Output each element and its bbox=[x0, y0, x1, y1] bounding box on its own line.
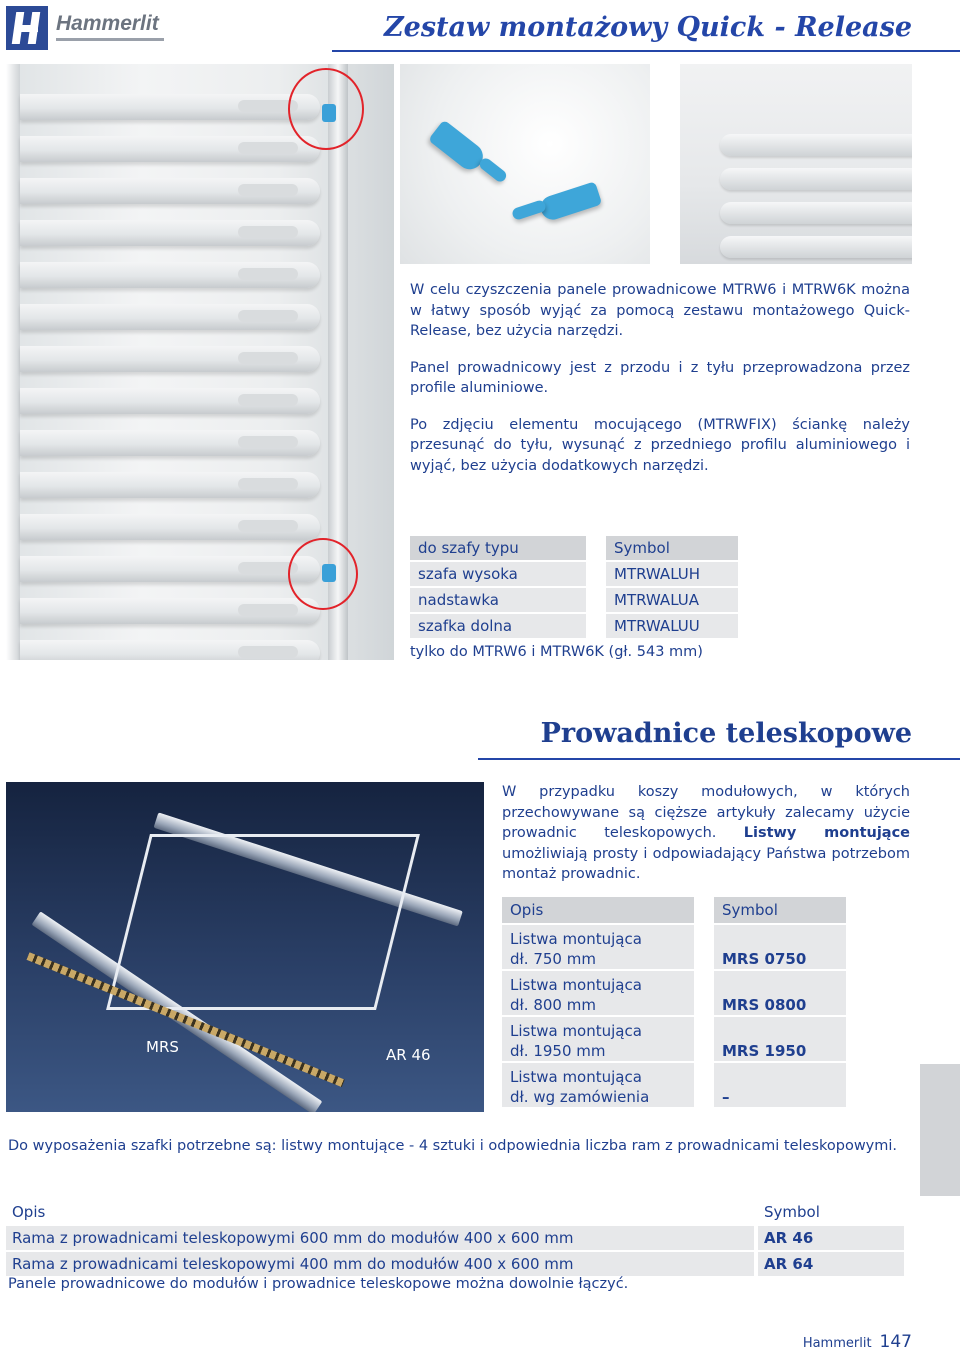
basket-frame bbox=[106, 834, 420, 1010]
table-header-row bbox=[502, 897, 846, 923]
title-divider bbox=[332, 50, 960, 52]
page-number: 147 bbox=[879, 1332, 912, 1352]
table-row bbox=[410, 562, 738, 586]
table-cell: – bbox=[694, 1063, 846, 1107]
frames-table bbox=[6, 1198, 904, 1278]
quick-release-note: tylko do MTRW6 i MTRW6K (gł. 543 mm) bbox=[410, 644, 703, 660]
quick-release-table bbox=[410, 534, 738, 640]
table-row bbox=[502, 1063, 846, 1107]
table-cell: MTRWALUU bbox=[586, 614, 738, 638]
table-header-row bbox=[410, 536, 738, 560]
table-cell: Listwa montująca dł. wg zamówienia bbox=[502, 1063, 694, 1107]
equipment-note: Do wyposażenia szafki potrzebne są: listwy montujące - 4 sztuki i odpowiednia liczba ram z prowadnicami teleskopowymi. bbox=[8, 1138, 898, 1154]
key-icon bbox=[538, 181, 602, 222]
intro-paragraph: Panel prowadnicowy jest z przodu i z tyłu przeprowadzona przez profile aluminiowe. bbox=[410, 359, 910, 396]
table-header-row bbox=[6, 1200, 904, 1224]
table-row bbox=[6, 1252, 904, 1276]
table-cell: MRS 1950 bbox=[694, 1017, 846, 1061]
table-row bbox=[502, 925, 846, 969]
table-header-cell: Symbol bbox=[694, 897, 846, 923]
table-cell: Listwa montująca dł. 1950 mm bbox=[502, 1017, 694, 1061]
table-header-cell: do szafy typu bbox=[410, 536, 586, 560]
telescopic-slides-photo bbox=[6, 782, 484, 1112]
intro-paragraph: Po zdjęciu elementu mocującego (MTRWFIX) ściankę należy przesunąć do tyłu, wysunąć z przedniego profilu aluminiowego i wyjąć, bez użycia dodatkowych narzędzi. bbox=[410, 416, 910, 474]
page-footer bbox=[803, 1332, 912, 1352]
frames-note: Panele prowadnicowe do modułów i prowadnice teleskopowe można dowolnie łączyć. bbox=[8, 1276, 629, 1292]
section-heading: Prowadnice teleskopowe bbox=[540, 718, 912, 749]
table-row bbox=[502, 971, 846, 1015]
side-tab bbox=[920, 1064, 960, 1196]
table-row bbox=[410, 614, 738, 638]
table-cell: Listwa montująca dł. 800 mm bbox=[502, 971, 694, 1015]
table-header-cell: Opis bbox=[502, 897, 694, 923]
intro-paragraph: W celu czyszczenia panele prowadnicowe MTRW6 i MTRW6K można w łatwy sposób wyjąć za pomocą zestawu montażowego Quick-Release, bez użycia narzędzi. bbox=[410, 282, 910, 339]
table-cell: nadstawka bbox=[410, 588, 586, 612]
table-header-cell: Opis bbox=[6, 1200, 754, 1224]
table-row bbox=[410, 588, 738, 612]
callout-circle bbox=[288, 538, 358, 610]
table-row bbox=[6, 1226, 904, 1250]
callout-circle bbox=[288, 68, 364, 150]
rail-panel-photo bbox=[6, 64, 394, 660]
photo-label: MRS bbox=[146, 1038, 179, 1056]
table-header-cell: Symbol bbox=[586, 536, 738, 560]
table-cell: Listwa montująca dł. 750 mm bbox=[502, 925, 694, 969]
table-cell: szafka dolna bbox=[410, 614, 586, 638]
release-keys-photo bbox=[400, 64, 650, 264]
table-cell: MTRWALUA bbox=[586, 588, 738, 612]
logo-mark-icon bbox=[6, 6, 48, 50]
table-cell: MRS 0800 bbox=[694, 971, 846, 1015]
table-cell: Rama z prowadnicami teleskopowymi 400 mm do modułów 400 x 600 mm bbox=[6, 1252, 754, 1276]
table-cell: szafa wysoka bbox=[410, 562, 586, 586]
table-cell: MTRWALUH bbox=[586, 562, 738, 586]
hammerlit-logo bbox=[6, 6, 166, 50]
mounting-strip-table bbox=[502, 895, 846, 1109]
photo-label: AR 46 bbox=[386, 1046, 431, 1064]
telescopic-text: W przypadku koszy modułowych, w których przechowywane są cięższe artykuły zalecamy użycie prowadnic teleskopowych. Listwy montujące umożliwiają prosty i odpowiadający Państwa potrzebom montaż prowadnic. bbox=[502, 784, 911, 882]
table-row bbox=[502, 1017, 846, 1061]
logo-text: Hammerlit bbox=[56, 12, 159, 35]
intro-text bbox=[410, 280, 910, 492]
section-divider bbox=[478, 758, 960, 760]
page-title: Zestaw montażowy Quick - Release bbox=[383, 12, 912, 43]
table-cell: Rama z prowadnicami teleskopowymi 600 mm do modułów 400 x 600 mm bbox=[6, 1226, 754, 1250]
rail-corner-photo bbox=[680, 64, 912, 264]
table-cell: MRS 0750 bbox=[694, 925, 846, 969]
table-cell: AR 64 bbox=[754, 1252, 904, 1276]
table-header-cell: Symbol bbox=[754, 1200, 904, 1224]
table-cell: AR 46 bbox=[754, 1226, 904, 1250]
footer-brand: Hammerlit bbox=[802, 1336, 872, 1351]
